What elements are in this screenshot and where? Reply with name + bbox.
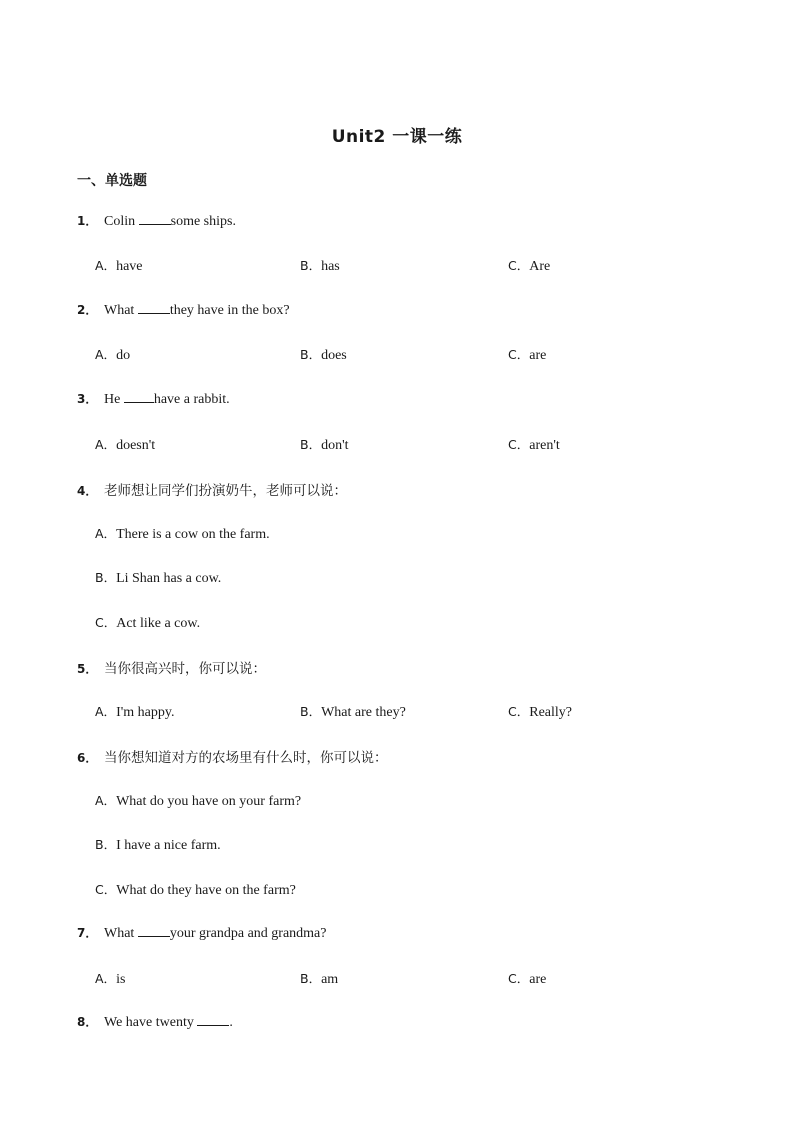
option-letter: C． (95, 615, 117, 630)
option-a[interactable] (95, 702, 174, 721)
option-letter: A． (95, 971, 117, 986)
option-text: Are (529, 259, 551, 274)
question-number: 7． (77, 926, 98, 940)
option-c[interactable] (95, 613, 200, 632)
option-a[interactable] (95, 435, 155, 454)
option-letter: C． (508, 437, 530, 452)
option-c[interactable] (508, 702, 572, 721)
option-c[interactable] (508, 345, 546, 364)
question-1 (77, 212, 236, 230)
option-b[interactable] (300, 256, 340, 275)
option-a[interactable] (95, 969, 125, 988)
option-text: are (529, 348, 547, 363)
option-letter: A． (95, 437, 117, 452)
option-text: Really? (529, 705, 572, 720)
option-text: What do they have on the farm? (116, 883, 296, 898)
option-letter: C． (95, 882, 117, 897)
option-letter: A． (95, 704, 117, 719)
answer-blank (197, 1013, 229, 1026)
option-letter: A． (95, 793, 117, 808)
option-b[interactable] (300, 435, 349, 454)
question-5 (77, 657, 266, 678)
option-b[interactable] (300, 345, 347, 364)
option-text: What are they? (321, 705, 406, 720)
question-number: 2． (77, 303, 98, 317)
option-a[interactable] (95, 524, 270, 543)
option-c[interactable] (95, 880, 296, 899)
question-stem: 当你想知道对方的农场里有什么时，你可以说： (104, 750, 388, 766)
option-letter: A． (95, 258, 117, 273)
option-text: Act like a cow. (116, 616, 201, 631)
option-letter: C． (508, 704, 530, 719)
option-text: There is a cow on the farm. (116, 527, 270, 542)
answer-blank (139, 212, 171, 225)
option-b[interactable] (95, 835, 221, 854)
question-stem: 当你很高兴时，你可以说： (104, 661, 266, 677)
question-8 (77, 1013, 233, 1031)
question-number: 1． (77, 214, 98, 228)
answer-blank (138, 924, 170, 937)
option-letter: B． (300, 704, 322, 719)
option-text: I'm happy. (116, 705, 175, 720)
option-text: do (116, 348, 131, 363)
question-stem: 老师想让同学们扮演奶牛，老师可以说： (104, 483, 347, 499)
option-text: are (529, 972, 547, 987)
option-c[interactable] (508, 969, 546, 988)
answer-blank (124, 390, 154, 403)
option-b[interactable] (95, 568, 221, 587)
option-a[interactable] (95, 791, 301, 810)
option-text: Li Shan has a cow. (116, 571, 222, 586)
option-letter: B． (95, 837, 117, 852)
option-b[interactable] (300, 702, 406, 721)
question-number: 6． (77, 751, 98, 765)
option-letter: C． (508, 258, 530, 273)
question-number: 8． (77, 1015, 98, 1029)
option-letter: B． (95, 570, 117, 585)
option-letter: A． (95, 347, 117, 362)
option-text: I have a nice farm. (116, 838, 221, 853)
question-stem-end: have a rabbit. (153, 392, 230, 407)
option-text: has (321, 259, 340, 274)
option-text: don't (321, 438, 349, 453)
question-number: 4． (77, 484, 98, 498)
option-text: am (321, 972, 339, 987)
option-text: aren't (529, 438, 560, 453)
option-letter: C． (508, 347, 530, 362)
option-text: What do you have on your farm? (116, 794, 302, 809)
question-stem-end: your grandpa and grandma? (169, 926, 327, 941)
answer-blank (138, 301, 170, 314)
option-text: have (116, 259, 143, 274)
option-text: does (321, 348, 347, 363)
option-text: doesn't (116, 438, 156, 453)
question-7 (77, 924, 327, 942)
page-title: Unit2 一课一练 (331, 127, 463, 147)
option-letter: B． (300, 258, 322, 273)
question-3 (77, 390, 230, 408)
question-stem-start: What (104, 926, 138, 941)
option-letter: B． (300, 437, 322, 452)
option-c[interactable] (508, 435, 560, 454)
option-letter: B． (300, 971, 322, 986)
question-2 (77, 301, 290, 319)
question-stem-start: What (104, 303, 138, 318)
question-4 (77, 479, 347, 500)
question-stem-end: . (229, 1015, 233, 1030)
option-letter: B． (300, 347, 322, 362)
question-stem-start: We have twenty (104, 1015, 198, 1030)
question-stem-end: some ships. (170, 214, 236, 229)
option-b[interactable] (300, 969, 338, 988)
option-a[interactable] (95, 256, 143, 275)
question-6 (77, 746, 388, 767)
section-title: 一、单选题 (77, 173, 147, 189)
option-text: is (116, 972, 126, 987)
question-stem-end: they have in the box? (169, 303, 290, 318)
question-number: 3． (77, 392, 98, 406)
option-letter: C． (508, 971, 530, 986)
question-number: 5． (77, 662, 98, 676)
question-stem-start: Colin (104, 214, 139, 229)
option-a[interactable] (95, 345, 130, 364)
question-stem-start: He (104, 392, 124, 407)
option-c[interactable] (508, 256, 550, 275)
option-letter: A． (95, 526, 117, 541)
